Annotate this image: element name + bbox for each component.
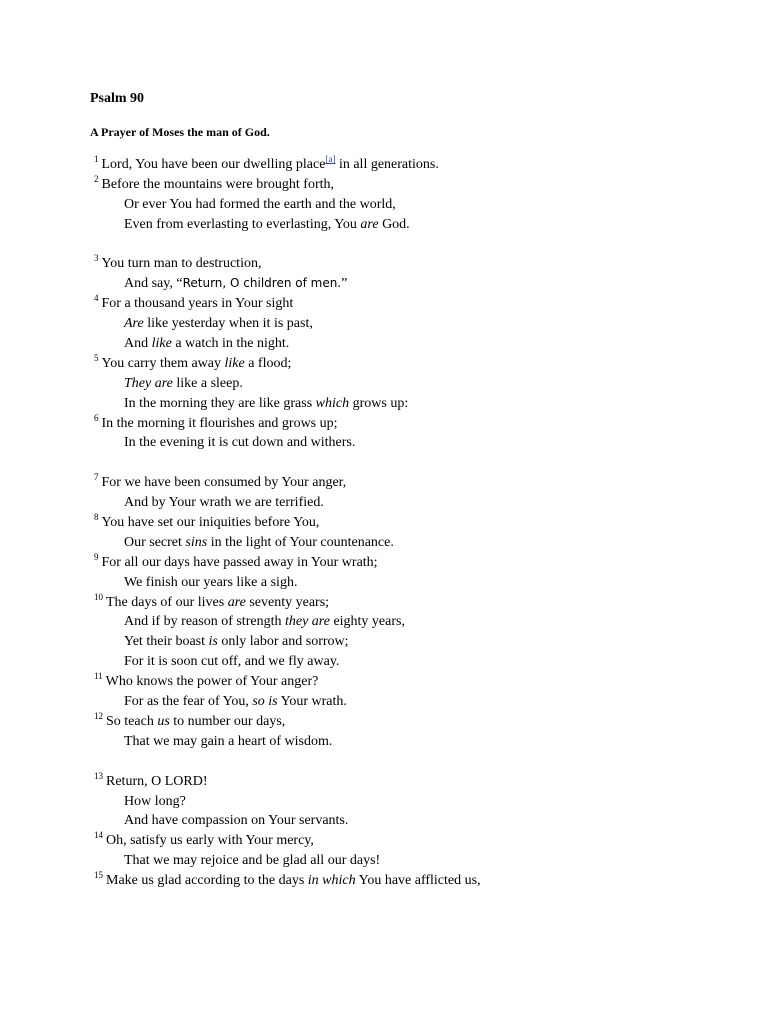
continuation-line <box>94 334 734 354</box>
line-text: For as the fear of You, <box>124 694 253 710</box>
verse-number: 1 <box>94 154 99 164</box>
line-text: Or ever You had formed the earth and the world, <box>124 196 396 212</box>
verse-line <box>94 831 734 851</box>
italic-text: is <box>208 634 218 650</box>
verse-number: 9 <box>94 551 99 562</box>
line-text: in the light of Your countenance. <box>207 534 394 550</box>
verse-number: 12 <box>94 710 103 721</box>
italic-text: in which <box>307 873 356 889</box>
line-text: In the morning they are like grass <box>124 395 316 411</box>
verse-number: 14 <box>94 830 103 841</box>
line-text: like yesterday when it is past, <box>143 316 313 332</box>
verse-line <box>94 155 734 175</box>
continuation-line <box>94 573 734 593</box>
continuation-line <box>94 274 734 294</box>
line-text: in all generations. <box>335 157 439 172</box>
line-text: And have compassion on Your servants. <box>124 813 349 829</box>
continuation-line <box>94 314 734 334</box>
verse-number: 5 <box>94 352 99 363</box>
line-text: We finish our years like a sigh. <box>124 574 298 590</box>
verse-number: 3 <box>94 253 99 264</box>
verse-number: 8 <box>94 512 99 523</box>
line-text: God. <box>378 216 410 232</box>
footnote-link[interactable]: [a] <box>325 154 336 164</box>
verse-number: 6 <box>94 412 99 423</box>
verse-number: 7 <box>94 472 99 483</box>
verse-line <box>94 712 734 732</box>
line-text: For a thousand years in Your sight <box>101 296 294 312</box>
continuation-line <box>94 433 734 453</box>
continuation-line <box>94 374 734 394</box>
italic-text: They are <box>124 375 173 391</box>
verse-line <box>94 473 734 493</box>
verse-number: 11 <box>94 671 103 682</box>
italic-text: like <box>151 336 172 352</box>
line-text: grows up: <box>349 395 409 411</box>
line-text: The days of our lives <box>106 594 228 610</box>
verse-number: 13 <box>94 770 103 781</box>
italic-text: us <box>157 713 170 729</box>
line-text: Who knows the power of Your anger? <box>105 674 319 690</box>
verse-line <box>94 513 734 533</box>
line-text: to number our days, <box>169 713 286 729</box>
verse-number: 2 <box>94 173 99 184</box>
line-text: In the morning it flourishes and grows up; <box>101 415 338 431</box>
continuation-line <box>94 732 734 752</box>
verse-line <box>94 553 734 573</box>
line-text: That we may gain a heart of wisdom. <box>124 733 333 749</box>
line-text: Lord, You have been our dwelling place <box>101 157 326 172</box>
line-text: only labor and sorrow; <box>217 634 349 650</box>
line-text: For it is soon cut off, and we fly away. <box>124 654 340 670</box>
line-text: Our secret <box>124 534 186 550</box>
italic-text: like <box>224 355 245 371</box>
line-text: Before the mountains were brought forth, <box>101 176 334 192</box>
continuation-line <box>94 811 734 831</box>
continuation-line <box>94 692 734 712</box>
line-text: You carry them away <box>101 355 225 371</box>
verse-line <box>94 175 734 195</box>
italic-text: which <box>315 395 350 411</box>
line-text: seventy years; <box>245 594 330 610</box>
line-text: Make us glad according to the days <box>106 873 308 889</box>
stanza-break <box>94 235 734 255</box>
continuation-line <box>94 215 734 235</box>
line-text: And say, “ <box>124 276 183 292</box>
psalm-subtitle: A Prayer of Moses the man of God. <box>90 125 270 139</box>
italic-text: are <box>360 216 379 232</box>
line-text: a watch in the night. <box>171 336 290 352</box>
continuation-line <box>94 493 734 513</box>
verse-line <box>94 593 734 613</box>
line-text: And if by reason of strength <box>124 614 285 630</box>
continuation-line <box>94 632 734 652</box>
verse-line <box>94 294 734 314</box>
line-text: How long? <box>124 793 186 809</box>
italic-text: they are <box>284 614 330 630</box>
stanza-break <box>94 453 734 473</box>
continuation-line <box>94 851 734 871</box>
verse-line <box>94 672 734 692</box>
line-text: Your wrath. <box>277 694 347 710</box>
page-title: Psalm 90 <box>90 91 145 106</box>
continuation-line <box>94 792 734 812</box>
line-text: You have afflicted us, <box>355 873 481 889</box>
italic-text: Are <box>124 316 144 332</box>
line-text: Even from everlasting to everlasting, You <box>124 216 361 232</box>
verse-line <box>94 414 734 434</box>
line-text: ” <box>341 276 348 292</box>
continuation-line <box>94 612 734 632</box>
line-text: You have set our iniquities before You, <box>101 515 320 531</box>
line-text: For we have been consumed by Your anger, <box>101 475 347 491</box>
line-text: And by Your wrath we are terrified. <box>124 495 324 511</box>
line-text: You turn man to destruction, <box>101 256 262 272</box>
verse-line <box>94 254 734 274</box>
line-text: For all our days have passed away in Your wrath; <box>101 554 378 570</box>
psalm-text <box>94 155 734 891</box>
italic-text: so is <box>252 694 278 710</box>
line-text: a flood; <box>244 355 292 371</box>
verse-number: 15 <box>94 870 103 881</box>
stanza-break <box>94 752 734 772</box>
line-text: Yet their boast <box>124 634 209 650</box>
verse-line <box>94 354 734 374</box>
continuation-line <box>94 394 734 414</box>
continuation-line <box>94 652 734 672</box>
italic-text: are <box>227 594 246 610</box>
italic-text: sins <box>185 534 208 550</box>
line-text: In the evening it is cut down and withers. <box>124 435 356 451</box>
line-text: Return, O children of men. <box>182 276 342 291</box>
line-text: That we may rejoice and be glad all our days! <box>124 853 381 869</box>
line-text: Oh, satisfy us early with Your mercy, <box>106 833 314 849</box>
verse-number: 4 <box>94 293 99 304</box>
line-text: like a sleep. <box>172 375 243 391</box>
line-text: So teach <box>106 713 158 729</box>
verse-line <box>94 772 734 792</box>
verse-line <box>94 871 734 891</box>
line-text: Return, O LORD! <box>106 773 208 789</box>
line-text: And <box>124 336 152 352</box>
verse-number: 10 <box>94 591 103 602</box>
continuation-line <box>94 195 734 215</box>
continuation-line <box>94 533 734 553</box>
line-text: eighty years, <box>329 614 405 630</box>
